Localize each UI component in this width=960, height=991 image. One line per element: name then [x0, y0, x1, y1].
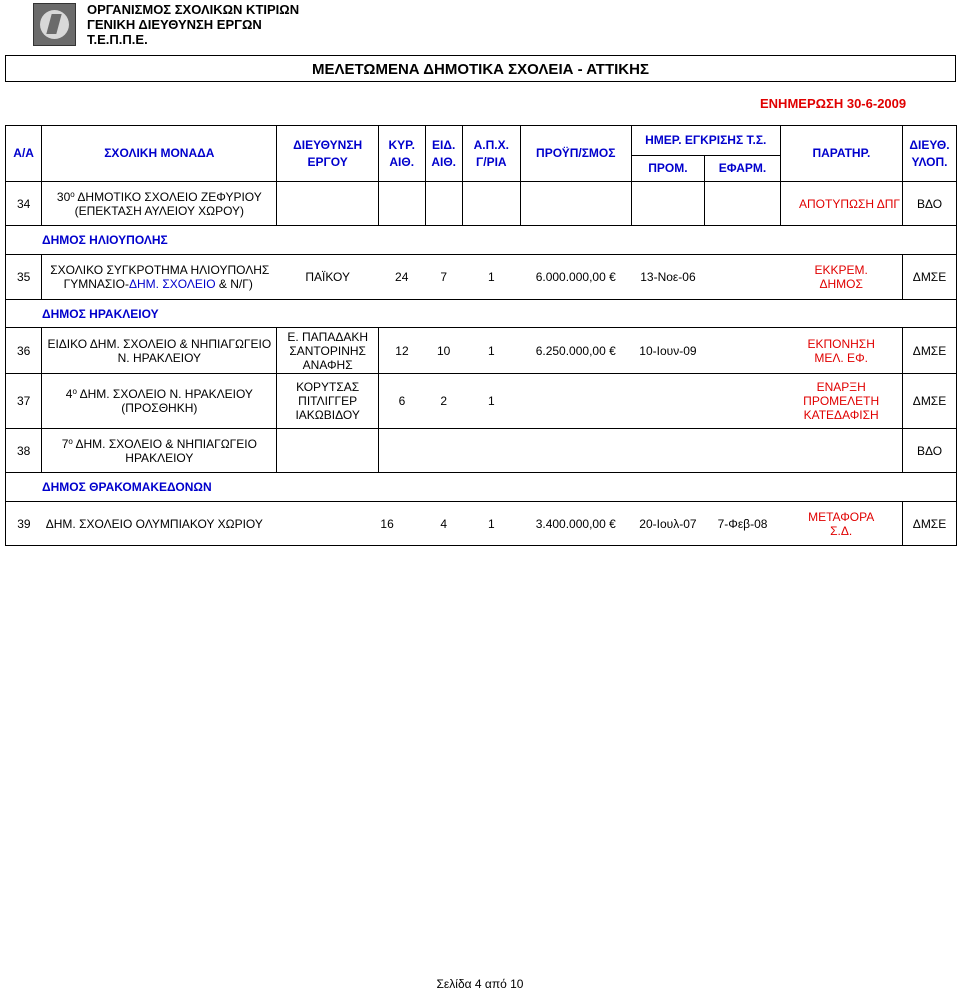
special-rooms: 7 [425, 255, 462, 300]
school-name: $30^o$ ΔΗΜΟΤΙΚΟ ΣΧΟΛΕΙΟ ΖΕΦΥΡΙΟΥ (ΕΠΕΚΤΑΣΗ ΑΥΛΕΙΟΥ ΧΩΡΟΥ) [42, 182, 277, 226]
col-efarm: ΕΦΑΡΜ. [705, 156, 781, 182]
col-unit: ΣΧΟΛΙΚΗ ΜΟΝΑΔΑ [42, 126, 277, 182]
special-rooms: 10 [425, 328, 462, 374]
main-rooms: 16 [378, 502, 425, 546]
row-number: 37 [6, 374, 42, 429]
municipality-row [6, 226, 957, 255]
school-name: ΣΧΟΛΙΚΟ ΣΥΓΚΡΟΤΗΜΑ ΗΛΙΟΥΠΟΛΗΣ ΓΥΜΝΑΣΙΟ-ΔΗΜ. ΣΧΟΛΕΙΟ & Ν/Γ) [42, 255, 277, 300]
col-apx: Α.Π.Χ. Γ/ΡΙΑ [462, 126, 520, 182]
implementation: ΔΜΣΕ [903, 255, 957, 300]
apx: 1 [462, 374, 520, 429]
org-line-2: ΓΕΝΙΚΗ ΔΙΕΥΘΥΝΣΗ ΕΡΓΩΝ [87, 17, 262, 32]
row-number: 39 [6, 502, 42, 546]
col-aa: Α/Α [6, 126, 42, 182]
implementation: ΔΜΣΕ [903, 374, 957, 429]
col-budget: ΠΡΟΫΠ/ΣΜΟΣ [520, 126, 631, 182]
address: Ε. ΠΑΠΑΔΑΚΗ ΣΑΝΤΟΡΙΝΗΣ ΑΝΑΦΗΣ [277, 328, 379, 374]
implementation: ΒΔΟ [903, 429, 957, 473]
apx: 1 [462, 328, 520, 374]
prom-date: 20-Ιουλ-07 [631, 502, 705, 546]
implementation: ΔΜΣΕ [903, 502, 957, 546]
col-implementation: ΔΙΕΥΘ. ΥΛΟΠ. [903, 126, 957, 182]
org-line-3: Τ.Ε.Π.Π.Ε. [87, 32, 148, 47]
organization-logo [33, 3, 76, 46]
col-address: ΔΙΕΥΘΥΝΣΗ ΕΡΓΟΥ [277, 126, 379, 182]
municipality-row [6, 473, 957, 502]
col-special-rooms: ΕΙΔ. ΑΙΘ. [425, 126, 462, 182]
implementation: ΒΔΟ [903, 182, 957, 226]
efarm-date: 7-Φεβ-08 [705, 502, 781, 546]
special-rooms: 2 [425, 374, 462, 429]
main-rooms: 12 [378, 328, 425, 374]
row-number: 36 [6, 328, 42, 374]
table-row [6, 255, 957, 300]
table-row [6, 328, 957, 374]
prom-date: 10-Ιουν-09 [631, 328, 705, 374]
row-number: 38 [6, 429, 42, 473]
notes: ΜΕΤΑΦΟΡΑ Σ.Δ. [780, 502, 902, 546]
school-name: $4^o$ ΔΗΜ. ΣΧΟΛΕΙΟ Ν. ΗΡΑΚΛΕΙΟΥ (ΠΡΟΣΘΗΚΗ) [42, 374, 277, 429]
table-row [6, 182, 957, 226]
update-date: ΕΝΗΜΕΡΩΣΗ 30-6-2009 [760, 96, 907, 111]
org-line-1: ΟΡΓΑΝΙΣΜΟΣ ΣΧΟΛΙΚΩΝ ΚΤΙΡΙΩΝ [87, 2, 300, 17]
prom-date: 13-Νοε-06 [631, 255, 705, 300]
page-footer: Σελίδα 4 από 10 [436, 977, 524, 991]
municipality-heraklion: ΔΗΜΟΣ ΗΡΑΚΛΕΙΟΥ [6, 300, 957, 328]
school-name: $7^o$ ΔΗΜ. ΣΧΟΛΕΙΟ & ΝΗΠΙΑΓΩΓΕΙΟ ΗΡΑΚΛΕΙΟΥ [42, 429, 277, 473]
address: ΚΟΡΥΤΣΑΣ ΠΙΤΛΙΓΓΕΡ ΙΑΚΩΒΙΔΟΥ [277, 374, 379, 429]
col-prom: ΠΡΟΜ. [631, 156, 705, 182]
municipality-heliopolis: ΔΗΜΟΣ ΗΛΙΟΥΠΟΛΗΣ [6, 226, 957, 255]
table-header-row [6, 126, 957, 156]
schools-table [5, 125, 957, 546]
notes: ΕΚΠΟΝΗΣΗ ΜΕΛ. ΕΦ. [780, 328, 902, 374]
notes: ΕΚΚΡΕΜ. ΔΗΜΟΣ [780, 255, 902, 300]
table-row [6, 429, 957, 473]
school-name: ΕΙΔΙΚΟ ΔΗΜ. ΣΧΟΛΕΙΟ & ΝΗΠΙΑΓΩΓΕΙΟ Ν. ΗΡΑΚΛΕΙΟΥ [42, 328, 277, 374]
main-rooms: 6 [378, 374, 425, 429]
budget: 6.250.000,00 € [520, 328, 631, 374]
municipality-thrakomakedones: ΔΗΜΟΣ ΘΡΑΚΟΜΑΚΕΔΟΝΩΝ [6, 473, 957, 502]
municipality-row [6, 300, 957, 328]
col-approval-date: ΗΜΕΡ. ΕΓΚΡΙΣΗΣ Τ.Σ. [631, 126, 780, 156]
notes: ΕΝΑΡΞΗ ΠΡΟΜΕΛΕΤΗ ΚΑΤΕΔΑΦΙΣΗ [780, 374, 902, 429]
address: ΠΑΪΚΟΥ [277, 255, 379, 300]
budget: 3.400.000,00 € [520, 502, 631, 546]
table-row [6, 374, 957, 429]
apx: 1 [462, 255, 520, 300]
document-title: ΜΕΛΕΤΩΜΕΝΑ ΔΗΜΟΤΙΚΑ ΣΧΟΛΕΙΑ - ΑΤΤΙΚΗΣ [5, 55, 956, 82]
col-notes: ΠΑΡΑΤΗΡ. [780, 126, 902, 182]
table-row [6, 502, 957, 546]
budget: 6.000.000,00 € [520, 255, 631, 300]
implementation: ΔΜΣΕ [903, 328, 957, 374]
organization-name [87, 2, 299, 47]
special-rooms: 4 [425, 502, 462, 546]
row-number: 34 [6, 182, 42, 226]
apx: 1 [462, 502, 520, 546]
col-main-rooms: ΚΥΡ. ΑΙΘ. [378, 126, 425, 182]
notes: ΑΠΟΤΥΠΩΣΗ ΔΠΓ [780, 182, 902, 226]
main-rooms: 24 [378, 255, 425, 300]
school-name: ΔΗΜ. ΣΧΟΛΕΙΟ ΟΛΥΜΠΙΑΚΟΥ ΧΩΡΙΟΥ [42, 502, 277, 546]
row-number: 35 [6, 255, 42, 300]
